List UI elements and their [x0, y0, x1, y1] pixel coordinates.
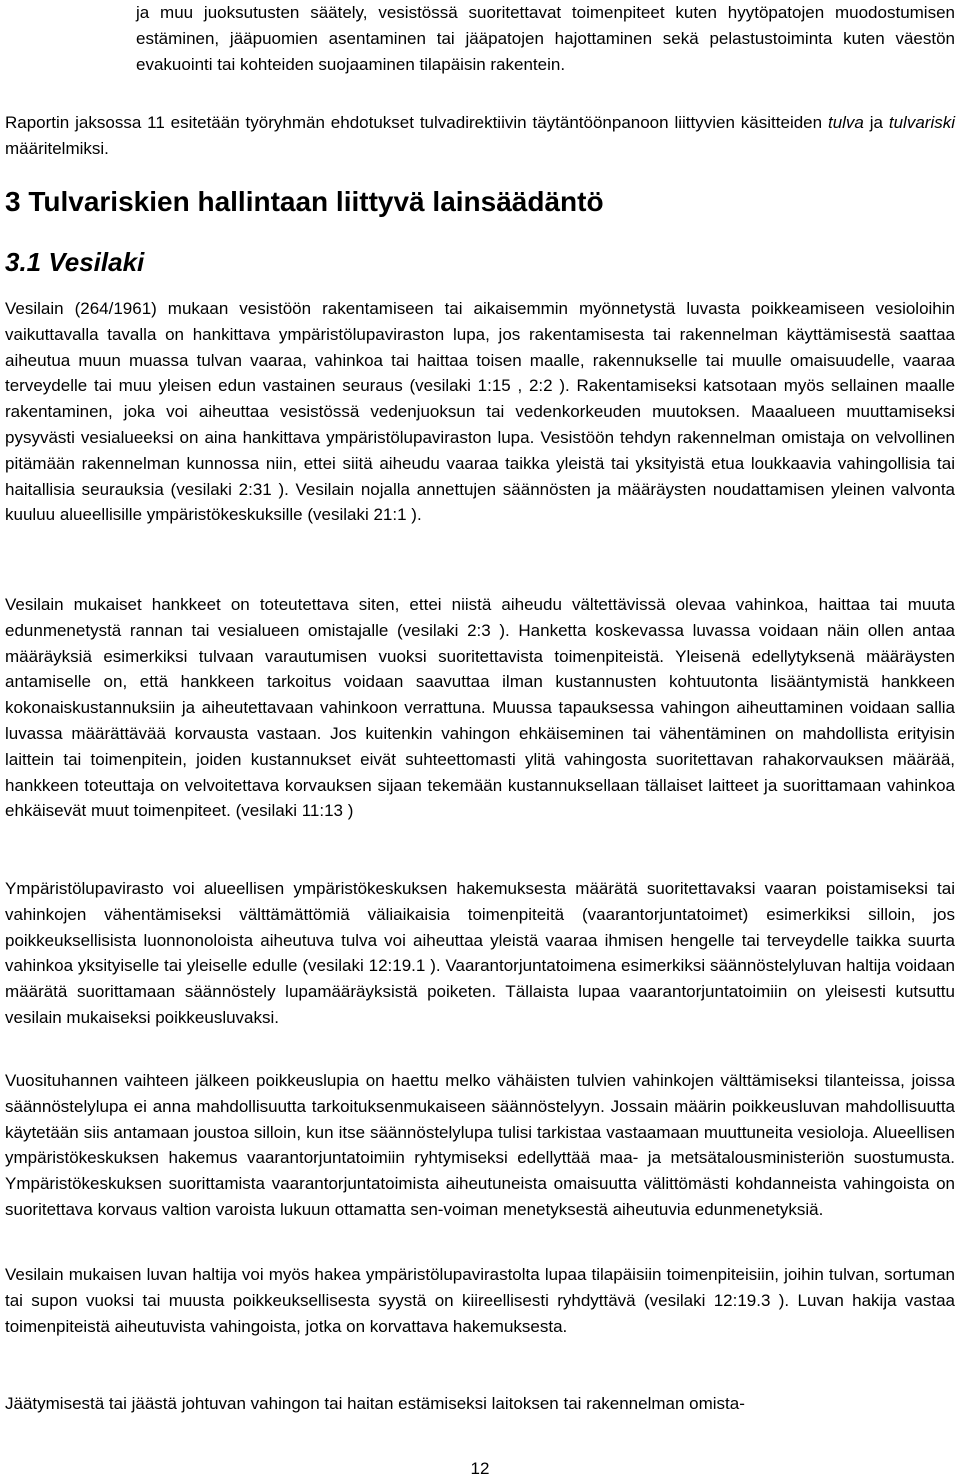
section-heading-3-1: 3.1 Vesilaki	[5, 247, 145, 277]
paragraph-vesilaki-luvat: Vesilain (264/1961) mukaan vesistöön rakentamiseen tai aikaisemmin myönnetystä luvasta poikkeamiseen vesioloihin vaikuttavalla tavalla on hankittava ympäristölupaviraston lupa, jos rakentamisesta tai rakennelman käyttämisestä saattaa aiheutua muun muassa tulvan vaaraa, vahinkoa tai haittaa toisen maalle, rakennukselle tai muulle omaisuudelle, vaaraa terveydelle tai muu yleisen edun vastainen seuraus (vesilaki 1:15 , 2:2 ). Rakentamiseksi katsotaan myös sellainen maalle rakentaminen, joka voi aiheuttaa vesistössä vedenjuoksun tai vedenkorkeuden muutoksen. Maaalueen muuttamiseksi pysyvästi vesialueeksi on aina hankittava ympäristölupaviraston lupa. Vesistöön tehdyn rakennelman omistaja on velvollinen pitämään rakennelman kunnossa niin, ettei siitä aiheudu vaaraa taikka yleistä tai yksityistä etua loukkaavia vahingollisia tai haitallisia seurauksia (vesilaki 2:31 ). Vesilain nojalla annettujen säännösten ja määräysten noudattamisen yleinen valvonta kuuluu alueellisille ympäristökeskuksille (vesilaki 21:1 ).	[5, 299, 955, 525]
paragraph-vaarantorjunta: Ympäristölupavirasto voi alueellisen ympäristökeskuksen hakemuksesta määrätä suoritettavaksi vaaran poistamiseksi tai vahinkojen vähentämiseksi välttämättömiä väliaikaisia toimenpiteitä (vaarantorjuntatoimet) esimerkiksi silloin, jos poikkeuksellisista luonnonoloista aiheutuva tulva voi aiheuttaa yleistä vaaraa ihmisen hengelle tai terveydelle taikka suurta vahinkoa yksityiselle tai yleiselle edulle (vesilaki 12:19.1 ). Vaarantorjuntatoimena esimerkiksi säännöstelyluvan haltija voidaan määrätä suorittamaan säännöstely lupamääräyksistä poiketen. Tällaista lupaa vaarantorjuntatoimiin on yleisesti kutsuttu vesilain mukaiseksi poikkeusluvaksi.	[5, 879, 955, 1027]
intro-term-tulva: tulva	[827, 113, 864, 132]
section-heading-3: 3 Tulvariskien hallintaan liittyvä lainsäädäntö	[5, 186, 604, 217]
intro-term-tulvariski: tulvariski	[888, 113, 955, 132]
paragraph-poikkeusluvat: Vuosituhannen vaihteen jälkeen poikkeuslupia on haettu melko vähäisten tulvien vahinkojen välttämiseksi tilanteissa, joissa säännöstelylupa ei anna mahdollisuutta tarkoituksenmukaiseen säännöstelyyn. Jossain määrin poikkeusluvan mahdollisuutta käytetään siis antamaan joustoa silloin, kun itse säännöstelylupa tulisi tarkistaa vastaamaan muuttuneita vesioloja. Alueellisen ympäristökeskuksen hakemus vaarantorjuntatoimiin ryhtymiseksi edellyttää maa- ja metsätalousministeriön suostumusta. Ympäristökeskuksen suorittamista vaarantorjuntatoimista aiheutuneista omaisuutta välittömästi kohdanneista vahingoista on suoritettava korvaus valtion varoista lukuun ottamatta sen-voiman menetyksestä aiheutuvia edunmenetyksiä.	[5, 1071, 955, 1219]
paragraph-jaatyminen: Jäätymisestä tai jäästä johtuvan vahingon tai haitan estämiseksi laitoksen tai rakennelman omista-	[5, 1394, 745, 1413]
paragraph-tilapaiset-toimenpiteet: Vesilain mukaisen luvan haltija voi myös hakea ympäristölupavirastolta lupaa tilapäisiin toimenpiteisiin, joihin tulvan, sortuman tai supon vuoksi tai muusta poikkeuksellisesta syystä on kiireellisesti ryhdyttävä (vesilaki 12:19.3 ). Luvan hakija vastaa toimenpiteistä aiheutuvista vahingoista, jotka on korvattava hakemuksesta.	[5, 1265, 955, 1336]
intro-text-and: ja	[863, 113, 889, 132]
intro-text-end: määritelmiksi.	[5, 138, 109, 158]
bullet-list-continuation: ja muu juoksutusten säätely, vesistössä suoritettavat toimenpiteet kuten hyytöpatojen muodostumisen estäminen, jääpuomien asentaminen tai jääpatojen hajottaminen sekä pelastustoiminta kuten väestön evakuointi tai kohteiden suojaaminen tilapäisin rakentein.	[136, 3, 955, 74]
intro-paragraph	[5, 110, 955, 162]
page-number: 12	[470, 1459, 490, 1478]
paragraph-hankkeet: Vesilain mukaiset hankkeet on toteutettava siten, ettei niistä aiheudu vältettävissä olevaa vahinkoa, haittaa tai muuta edunmenetystä rannan tai vesialueen omistajalle (vesilaki 2:3 ). Hanketta koskevassa luvassa voidaan näin ollen antaa määräyksiä esimerkiksi tulvaan varautumisen vuoksi suoritettavista toimenpiteistä. Yleisenä edellytyksenä määräysten antamiselle on, että hankkeen tarkoitus voidaan saavuttaa ilman kustannusten kohtuutonta lisääntymistä hankkeen kokonaiskustannuksiin ja aiheutettavaan vahinkoon verrattuna. Muussa tapauksessa vahingon aiheuttaminen voidaan sallia luvassa määrättävää korvausta vastaan. Jos kuitenkin vahingon ehkäiseminen tai vähentäminen on mahdollista erityisin laittein tai toimenpitein, joiden kustannukset eivät suhteettomasti ylitä vahingosta suoritettavan rahakorvauksen määrää, hankkeen toteuttaja on velvoitettava korvauksen sijaan tekemään kustannuksellaan tällaiset laitteet ja suorittamaan vahinkoa ehkäisevät muut toimenpiteet. (vesilaki 11:13 )	[5, 595, 955, 821]
intro-text-start: Raportin jaksossa 11 esitetään työryhmän ehdotukset tulvadirektiivin täytäntöönpanoon liittyvien käsitteiden	[5, 113, 828, 132]
